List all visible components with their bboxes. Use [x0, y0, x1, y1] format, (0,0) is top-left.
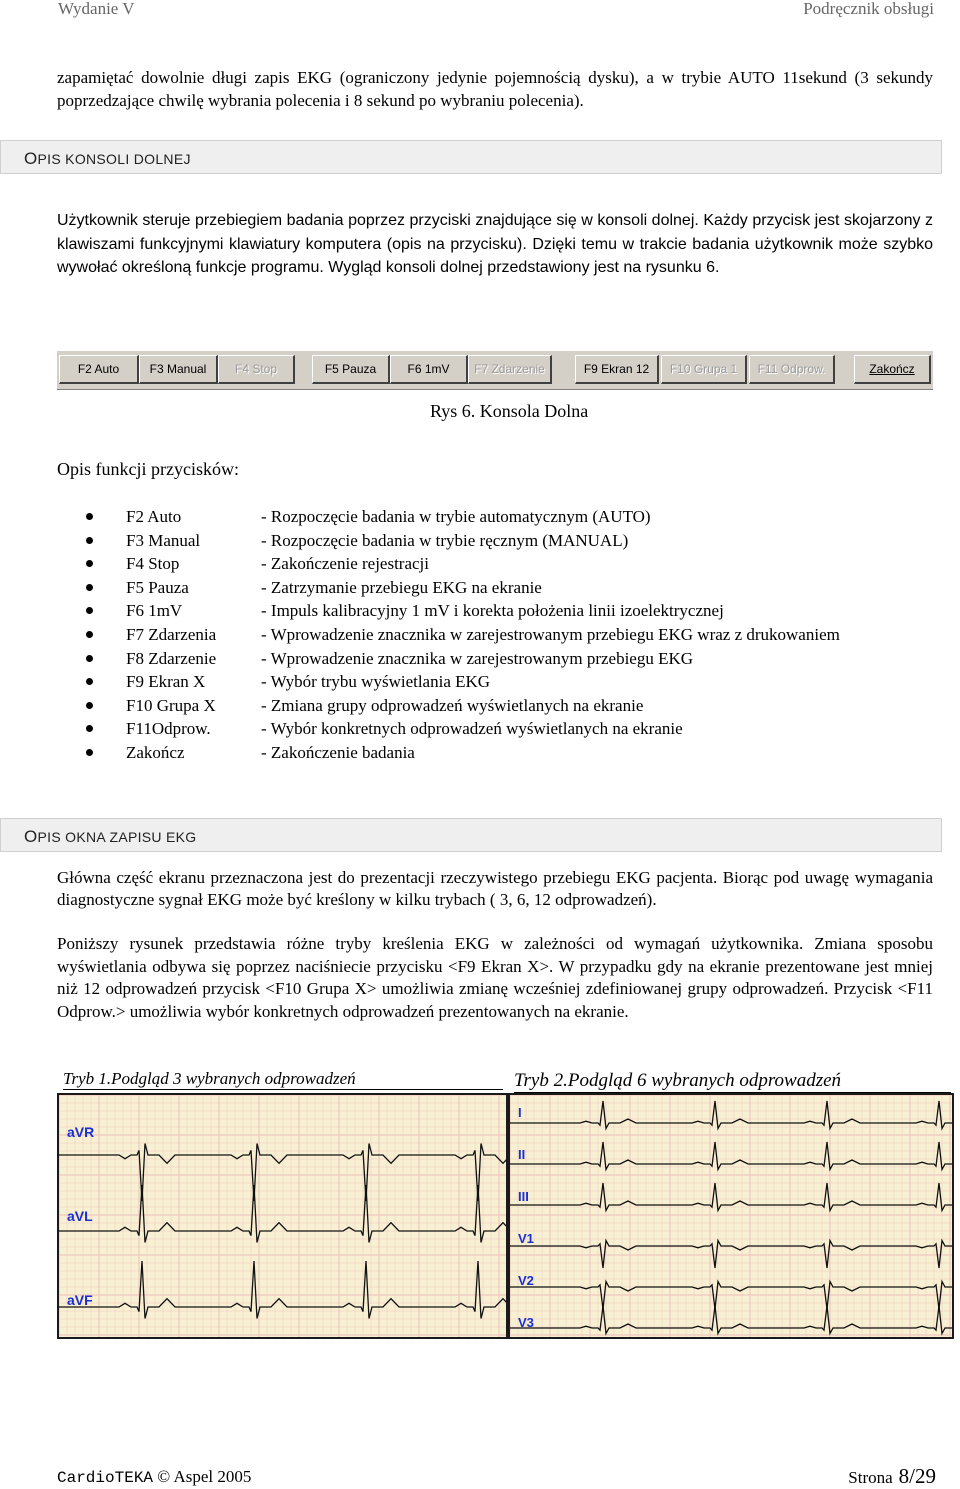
footer-page-number: 8/29	[898, 1464, 936, 1488]
function-key: F5 Pauza	[126, 577, 189, 597]
function-list-item	[86, 576, 946, 600]
ecg-mode2-caption: Tryb 2.Podgląd 6 wybranych odprowadzeń	[514, 1070, 951, 1093]
function-key: F10 Grupa X	[126, 695, 216, 715]
console-button-f9-ekran[interactable]: F9 Ekran 12	[575, 355, 659, 384]
footer-left	[57, 1467, 251, 1487]
section-bar-console	[0, 140, 942, 174]
function-list-item	[86, 552, 946, 576]
footer-right	[848, 1464, 936, 1489]
function-list-item	[86, 529, 946, 553]
ecg-mode2-view	[508, 1093, 954, 1339]
function-description: - Impuls kalibracyjny 1 mV i korekta położenia linii izoelektrycznej	[261, 601, 724, 621]
function-list-item	[86, 647, 946, 671]
bullet-icon	[86, 749, 93, 756]
ecg-grid	[59, 1095, 508, 1339]
function-description: - Rozpoczęcie badania w trybie ręcznym (MANUAL)	[261, 530, 629, 550]
bullet-icon	[86, 725, 93, 732]
footer-copyright: © Aspel 2005	[157, 1467, 252, 1486]
lead-label: II	[518, 1147, 526, 1162]
ecg-trace	[510, 1142, 954, 1170]
function-key: Zakończ	[126, 742, 185, 762]
bullet-icon	[86, 678, 93, 685]
bullet-icon	[86, 560, 93, 567]
function-description: - Zmiana grupy odprowadzeń wyświetlanych na ekranie	[261, 695, 644, 715]
console-button-f3-manual[interactable]: F3 Manual	[139, 355, 218, 384]
function-key: F11Odprow.	[126, 719, 211, 739]
console-button-f10-grupa[interactable]: F10 Grupa 1	[661, 355, 747, 384]
bullet-icon	[86, 584, 93, 591]
header-left: Wydanie V	[58, 0, 135, 18]
console-button-f2-auto[interactable]: F2 Auto	[59, 355, 139, 384]
section-title-ecg: OPIS OKNA ZAPISU EKG	[24, 827, 197, 846]
function-description: - Zatrzymanie przebiegu EKG na ekranie	[261, 577, 542, 597]
bullet-icon	[86, 607, 93, 614]
bullet-icon	[86, 513, 93, 520]
function-key: F8 Zdarzenie	[126, 648, 217, 668]
ecg-paragraph-1: Główna część ekranu przeznaczona jest do prezentacji rzeczywistego przebiegu EKG pacjenta. Biorąc pod uwagę wymagania diagnostyczne sygnał EKG może być kreślony w kilku trybach ( 3, 6, 12 odprowadzeń).	[57, 868, 933, 909]
ecg-trace	[510, 1101, 954, 1129]
ecg-trace	[510, 1183, 954, 1211]
console-button-f11-odprow[interactable]: F11 Odprow.	[749, 355, 835, 384]
figure-caption: Rys 6. Konsola Dolna	[430, 401, 589, 421]
function-description: - Zakończenie rejestracji	[261, 554, 430, 574]
function-list-item	[86, 623, 946, 647]
console-button-zakoncz[interactable]: Zakończ	[854, 355, 931, 384]
intro-paragraph: zapamiętać dowolnie długi zapis EKG (ograniczony jedynie pojemnością dysku), a w trybie AUTO 11sekund (3 sekundy poprzedzające chwilę wybrania polecenia i 8 sekund po wybraniu polecenia).	[57, 68, 933, 110]
lead-label: aVL	[67, 1208, 93, 1224]
bullet-icon	[86, 702, 93, 709]
lead-label: aVR	[67, 1124, 95, 1140]
function-key: F6 1mV	[126, 601, 183, 621]
lead-label: V1	[518, 1231, 534, 1246]
section-bar-ecg	[0, 818, 942, 852]
lead-label: I	[518, 1105, 522, 1120]
console-button-f5-pauza[interactable]: F5 Pauza	[312, 355, 390, 384]
section-title-console: OPIS KONSOLI DOLNEJ	[24, 149, 191, 168]
ecg-trace	[510, 1241, 954, 1269]
ecg-trace	[59, 1144, 508, 1202]
function-list-item	[86, 717, 946, 741]
lead-label: V3	[518, 1315, 534, 1330]
functions-heading: Opis funkcji przycisków:	[57, 459, 239, 479]
ecg-grid	[510, 1095, 954, 1339]
ecg-trace	[59, 1261, 508, 1319]
function-description: - Wprowadzenie znacznika w zarejestrowanym przebiegu EKG	[261, 648, 694, 668]
ecg-mode1-caption: Tryb 1.Podgląd 3 wybranych odprowadzeń	[63, 1069, 503, 1090]
function-description: - Wybór konkretnych odprowadzeń wyświetlanych na ekranie	[261, 719, 683, 739]
console-button-f4-stop[interactable]: F4 Stop	[218, 355, 295, 384]
lead-label: V2	[518, 1273, 534, 1288]
function-list-item	[86, 741, 946, 765]
ecg-trace	[59, 1185, 508, 1243]
ecg-mode1-view	[57, 1093, 508, 1339]
bullet-icon	[86, 537, 93, 544]
function-list-item	[86, 505, 946, 529]
function-description: - Rozpoczęcie badania w trybie automatycznym (AUTO)	[261, 507, 651, 526]
function-list-item	[86, 599, 946, 623]
ecg-paragraph-2: Poniższy rysunek przedstawia różne tryby kreślenia EKG w zależności od wymagań użytkownika. Zmiana sposobu wyświetlania odbywa się poprzez naciśniecie przycisku <F9 Ekran X>. W przypadku gdy na ekranie prezentowane jest mniej niż 12 odprowadzeń przycisk <F10 Grupa X> umożliwia zmianę wcześniej zdefiniowanej grupy odprowadzeń. Przycisk <F11 Odprow.> umożliwia wybór konkretnych odprowadzeń prezentowanych na ekranie.	[57, 934, 933, 1021]
function-list-item	[86, 670, 946, 694]
bullet-icon	[86, 655, 93, 662]
bullet-icon	[86, 631, 93, 638]
function-key: F7 Zdarzenia	[126, 624, 217, 644]
lead-label: aVF	[67, 1292, 93, 1308]
function-list	[86, 505, 946, 765]
function-list-item	[86, 694, 946, 718]
lead-label: III	[518, 1189, 529, 1204]
footer-page-label: Strona	[848, 1468, 893, 1487]
console-button-f6-1mv[interactable]: F6 1mV	[390, 355, 468, 384]
header-right: Podręcznik obsługi	[803, 0, 934, 18]
ecg-trace	[510, 1306, 954, 1334]
function-key: F3 Manual	[126, 530, 201, 550]
function-key: F9 Ekran X	[126, 672, 206, 692]
function-description: - Zakończenie badania	[261, 742, 415, 762]
function-description: - Wprowadzenie znacznika w zarejestrowanym przebiegu EKG wraz z drukowaniem	[261, 624, 840, 644]
bottom-console	[57, 350, 933, 390]
console-button-f7-zdarzenie[interactable]: F7 Zdarzenie	[468, 355, 552, 384]
console-paragraph: Użytkownik steruje przebiegiem badania poprzez przyciski znajdujące się w konsoli dolnej. Każdy przycisk jest skojarzony z klawiszami funkcyjnymi klawiatury komputera (opis na przycisku). Dzięki temu w trakcie badania użytkownik może szybko wywołać określoną funkcje programu. Wygląd konsoli dolnej przedstawiony jest na rysunku 6.	[57, 212, 933, 276]
function-key: F2 Auto	[126, 507, 182, 526]
function-description: - Wybór trybu wyświetlania EKG	[261, 672, 491, 692]
footer-brand: CardioTEKA	[57, 1469, 154, 1487]
function-key: F4 Stop	[126, 554, 180, 574]
